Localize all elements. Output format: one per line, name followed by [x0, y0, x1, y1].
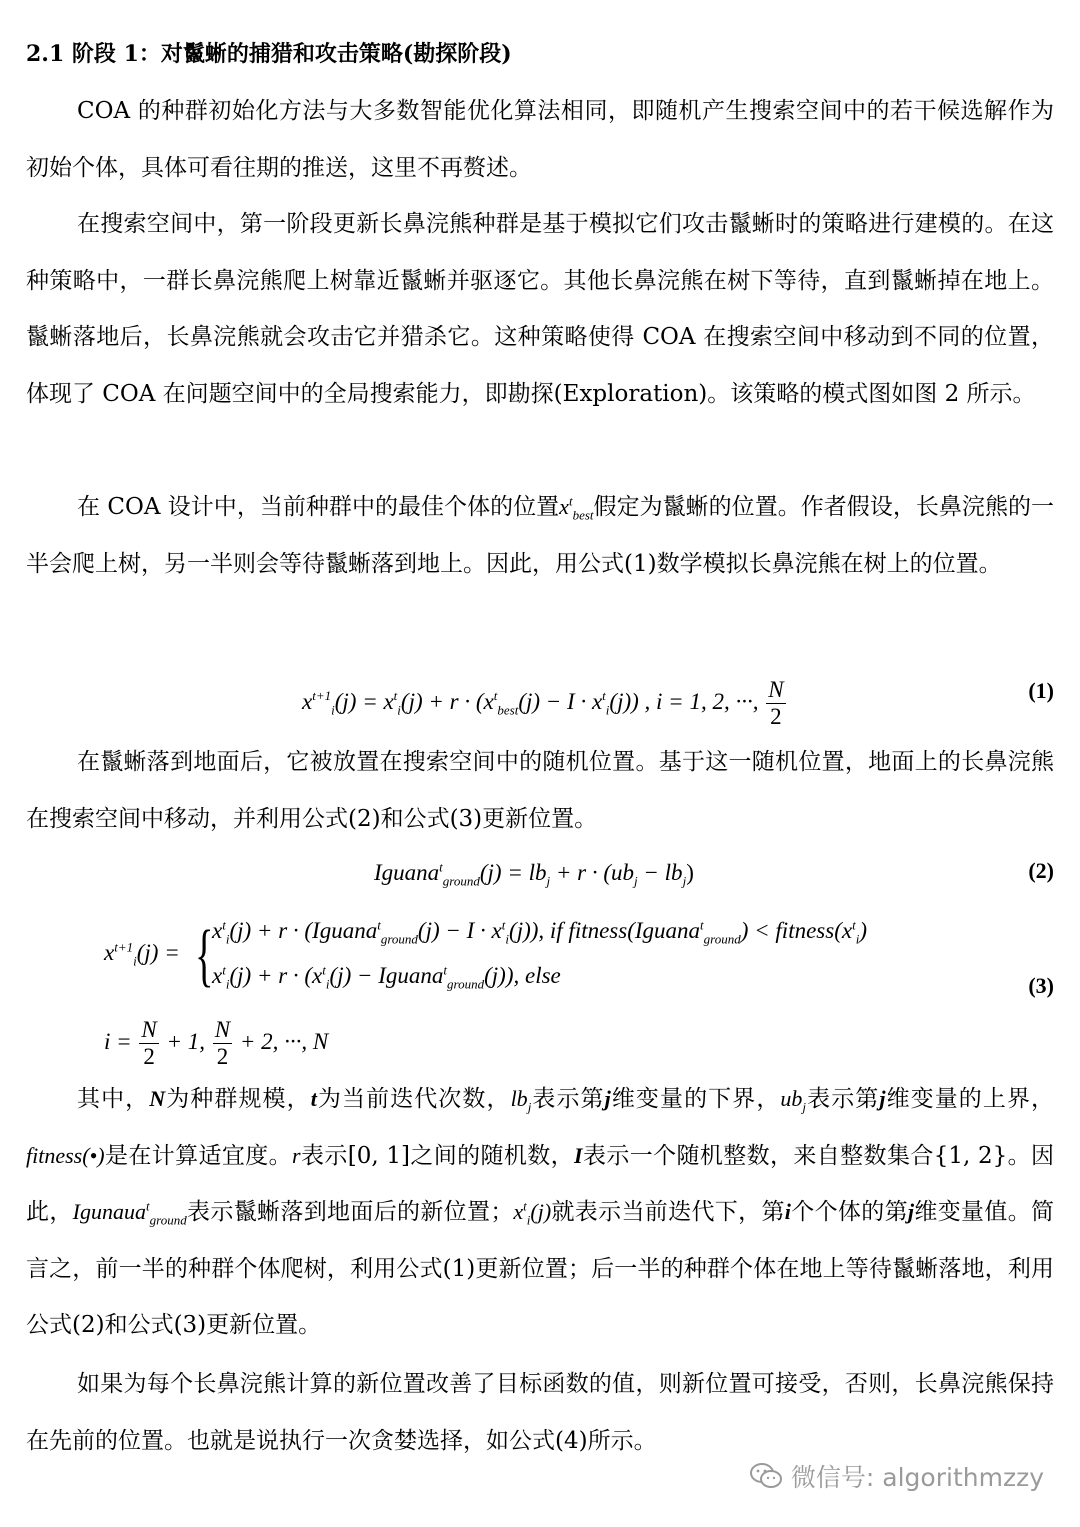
equation-1: $x^{t+1}_i(j) = x^t_i(j) + r \cdot (x^t_{best}(j) - I \cdot x^t_i(j))$ , i = 1, 2, ···, $\frac{N}{2}$ [302, 677, 784, 729]
equation-3-line-1: $x^t_i(j) + r$ · (Iguana$^t_{ground}$(j) − $I \cdot x^t_i(j)$), if fitness(Iguana$^t_{ground}$) < $fitness(x^t_i)$ [212, 917, 867, 947]
paragraph-coa-initialization: COA 的种群初始化方法与大多数智能优化算法相同，即随机产生搜索空间中的若干候选解作为初始个体，具体可看往期的推送，这里不再赘述。 [26, 98, 1054, 181]
equation-3-range: i = $\frac{N}{2}$ + 1, $\frac{N}{2}$ + 2, ···, N [104, 1017, 329, 1069]
x-best-symbol: $x^t_{best}$ [559, 493, 594, 523]
watermark-text: 微信号: algorithmzzy [790, 1463, 1044, 1492]
paragraph-best-position [26, 479, 1054, 592]
equation-1-number: (1) [1028, 678, 1054, 703]
fraction-n-over-2: $\frac{N}{2}$ [768, 677, 784, 729]
paragraph-greedy-selection: 如果为每个长鼻浣熊计算的新位置改善了目标函数的值，则新位置可接受，否则，长鼻浣熊保持在先前的位置。也就是说执行一次贪婪选择，如公式(4)所示。 [26, 1371, 1054, 1454]
wechat-watermark [749, 1458, 1044, 1494]
paragraph-iguana-ground: 在鬣蜥落到地面后，它被放置在搜索空间中的随机位置。基于这一随机位置，地面上的长鼻浣熊在搜索空间中移动，并利用公式(2)和公式(3)更新位置。 [26, 749, 1054, 832]
p3-text-a: 在 COA 设计中，当前种群中的最佳个体的位置 [77, 494, 560, 520]
equation-2-number: (2) [1028, 858, 1054, 883]
equation-2: Iguana$^t_{ground}$(j) = $lb_j + r \cdot (ub_j - lb_j)$ [374, 859, 694, 889]
paragraph-strategy-description: 在搜索空间中，第一阶段更新长鼻浣熊种群是基于模拟它们攻击鬣蜥时的策略进行建模的。在这种策略中，一群长鼻浣熊爬上树靠近鬣蜥并驱逐它。其他长鼻浣熊在树下等待，直到鬣蜥掉在地上。鬣蜥落地后，长鼻浣熊就会攻击它并猎杀它。这种策略使得 COA 在搜索空间中移动到不同的位置，体现了 COA 在问题空间中的全局搜索能力，即勘探(Exploration)。该策略的模式图如图 2 所示。 [26, 211, 1054, 407]
equation-3-line-2: $x^t_i(j) + r \cdot (x^t_i(j)$ − Iguana$^t_{ground}$(j)), else [212, 962, 561, 992]
wechat-icon [749, 1461, 783, 1491]
equation-3-lhs: $x^{t+1}_i(j)$ = [104, 939, 180, 969]
section-title: 2.1 阶段 1：对鬣蜥的捕猎和攻击策略(勘探阶段) [26, 41, 512, 67]
left-brace: { [195, 917, 214, 994]
equation-3-number: (3) [1028, 973, 1054, 998]
paragraph-variable-definitions: 其中，N为种群规模，t为当前迭代次数，$lb_j$表示第j维变量的下界，$ub_j$表示第j维变量的上界，fitness(•)是在计算适宜度。r表示[0, 1]之间的随机数，I表示一个随机整数，来自整数集合{1, 2}。因此，Igunaua$^t_{ground}$表示鬣蜥落到地面后的新位置；$x^t_i(j)$就表示当前迭代下，第i个个体的第j维变量值。简言之，前一半的种群个体爬树，利用公式(1)更新位置；后一半的种群个体在地上等待鬣蜥落地，利用公式(2)和公式(3)更新位置。 [26, 1086, 1055, 1338]
p3-text-b: 假定为鬣蜥的位置。作者假设，长鼻浣熊的一半会爬上树，另一半则会等待鬣蜥落到地上。因此，用公式(1)数学模拟长鼻浣熊在树上的位置。 [26, 494, 1055, 577]
